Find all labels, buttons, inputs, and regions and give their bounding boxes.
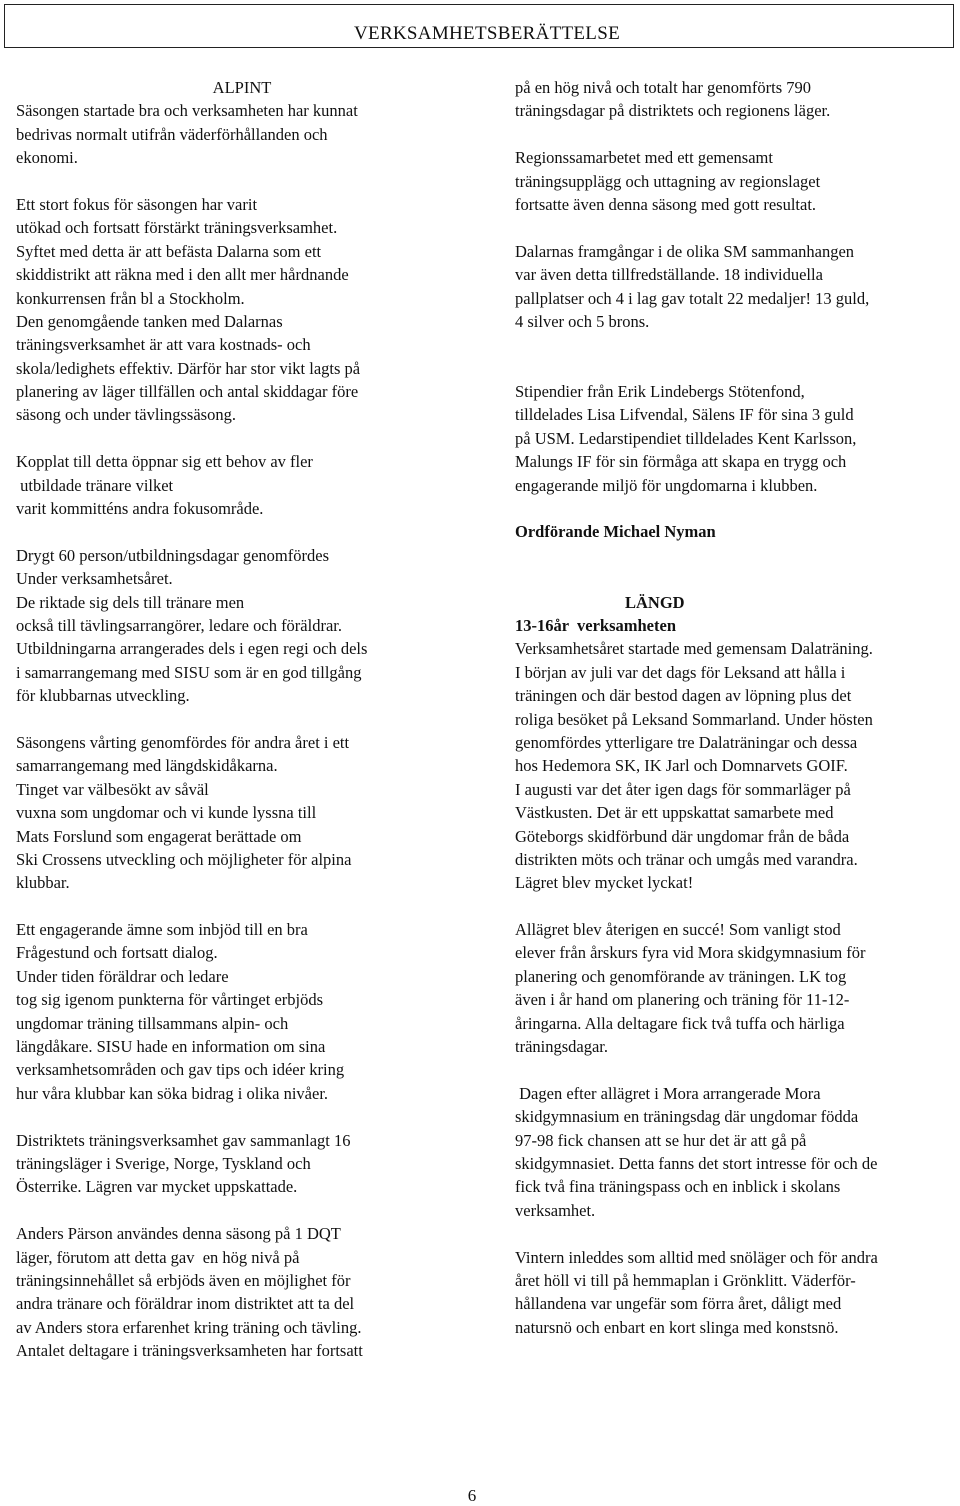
text-line: 4 silver och 5 brons. <box>515 311 650 331</box>
text-line: Lägret blev mycket lyckat! <box>515 873 694 893</box>
text-line: Allägret blev återigen en succé! Som vanligt stod <box>515 920 841 940</box>
text-line: även i år hand om planering och träning för 11-12- <box>515 990 850 1010</box>
text-line: Kopplat till detta öppnar sig ett behov av fler <box>16 452 313 472</box>
text-line: utökad och fortsatt förstärkt träningsverksamhet. <box>16 218 338 238</box>
text-line: Anders Pärson användes denna säsong på 1 DQT <box>16 1224 341 1244</box>
text-line: för klubbarnas utveckling. <box>16 686 190 706</box>
text-line: Drygt 60 person/utbildningsdagar genomfördes <box>16 545 329 565</box>
text-line: Dagen efter allägret i Mora arrangerade Mora <box>515 1083 821 1103</box>
text-line: I augusti var det åter igen dags för sommarläger på <box>515 779 851 799</box>
paragraph <box>16 544 468 708</box>
text-line: åringarna. Alla deltagare fick två tuffa och härliga <box>515 1013 845 1033</box>
text-line: bedrivas normalt utifrån väderförhållanden och <box>16 124 328 144</box>
paragraph <box>16 918 468 1105</box>
text-line: träningsinnehållet så erbjöds även en möjlighet för <box>16 1270 351 1290</box>
text-line: Säsongen startade bra och verksamheten har kunnat <box>16 101 358 121</box>
text-line: Västkusten. Det är ett uppskattat samarbete med <box>515 803 834 823</box>
paragraph <box>16 1222 468 1362</box>
text-line: pallplatser och 4 i lag gav totalt 22 medaljer! 13 guld, <box>515 288 870 308</box>
paragraph <box>16 99 468 169</box>
text-line: var även detta tillfredställande. 18 individuella <box>515 265 823 285</box>
text-line: träningsdagar. <box>515 1037 609 1057</box>
text-line: av Anders stora erfarenhet kring träning och tävling. <box>16 1317 362 1337</box>
text-line: genomfördes ytterligare tre Dalaträningar och dessa <box>515 732 858 752</box>
paragraph <box>16 193 468 427</box>
text-line: andra tränare och föräldrar inom distriktet att ta del <box>16 1294 355 1314</box>
paragraph <box>16 450 468 520</box>
page-number: 6 <box>467 1486 477 1505</box>
text-line: Utbildningarna arrangerades dels i egen regi och dels <box>16 639 368 659</box>
text-line: skidgymnasium en träningsdag där ungdomar födda <box>515 1107 859 1127</box>
text-line: tog sig igenom punkterna för vårtinget erbjöds <box>16 990 324 1010</box>
text-line: verksamhetsområden och gav tips och idéer kring <box>16 1060 345 1080</box>
paragraph <box>16 731 468 895</box>
text-line: ungdomar träning tillsammans alpin- och <box>16 1013 289 1033</box>
text-line: på en hög nivå och totalt har genomförts 790 <box>515 78 812 97</box>
text-line: Frågestund och fortsatt dialog. <box>16 943 218 963</box>
text-line: Säsongens vårting genomfördes för andra året i ett <box>16 732 350 752</box>
text-line: träningsläger i Sverige, Norge, Tyskland och <box>16 1153 311 1173</box>
text-line: tilldelades Lisa Lifvendal, Sälens IF för sina 3 guld <box>515 405 854 425</box>
section-heading-langd: LÄNGD <box>625 592 685 612</box>
text-line: hållandena var ungefär som förra året, dåligt med <box>515 1294 842 1314</box>
text-line: Malungs IF för sin förmåga att skapa en trygg och <box>515 452 847 472</box>
text-line: Ski Crossens utveckling och möjligheter för alpina <box>16 849 352 869</box>
text-line: Mats Forslund som engagerat berättade om <box>16 826 302 846</box>
text-line: Regionssamarbetet med ett gemensamt <box>515 148 773 168</box>
text-line: distrikten möts och tränar och umgås med varandra. <box>515 849 858 869</box>
text-line: verksamhet. <box>515 1200 596 1220</box>
text-line: träningsupplägg och uttagning av regionslaget <box>515 171 821 191</box>
text-line: Distriktets träningsverksamhet gav sammanlagt 16 <box>16 1130 351 1150</box>
paragraph <box>515 146 957 216</box>
paragraph <box>515 380 957 497</box>
text-line: De riktade sig dels till tränare men <box>16 592 245 612</box>
text-line: Antalet deltagare i träningsverksamheten har fortsatt <box>16 1341 363 1361</box>
text-line: konkurrensen från bl a Stockholm. <box>16 288 245 308</box>
text-line: hos Hedemora SK, IK Jarl och Domnarvets GOIF. <box>515 756 848 776</box>
text-line: träningsverksamhet är att vara kostnads- och <box>16 335 311 355</box>
text-line: fick två fina träningspass och en inblick i skolans <box>515 1177 841 1197</box>
text-line: fortsatte även denna säsong med gott resultat. <box>515 194 817 214</box>
text-line: utbildade tränare vilket <box>16 475 174 495</box>
text-line: Verksamhetsåret startade med gemensam Dalaträning. <box>515 639 873 659</box>
text-line: samarrangemang med längdskidåkarna. <box>16 756 278 776</box>
text-line: läger, förutom att detta gav en hög nivå på <box>16 1247 300 1267</box>
paragraph <box>515 637 957 894</box>
text-line: vuxna som ungdomar och vi kunde lyssna till <box>16 803 317 823</box>
section-subheading: 13-16år verksamheten <box>515 615 677 635</box>
text-line: planering av läger tillfällen och antal skiddagar före <box>16 382 359 402</box>
text-line: i samarrangemang med SISU som är en god tillgång <box>16 662 362 682</box>
text-line: Dalarnas framgångar i de olika SM sammanhangen <box>515 241 855 261</box>
text-line: varit kommitténs andra fokusområde. <box>16 499 264 519</box>
paragraph <box>16 1129 468 1199</box>
text-line: natursnö och enbart en kort slinga med konstsnö. <box>515 1317 839 1337</box>
left-column <box>16 76 468 1362</box>
page-header-title: VERKSAMHETSBERÄTTELSE <box>354 23 620 44</box>
text-line: ekonomi. <box>16 148 78 168</box>
paragraph <box>515 240 957 334</box>
text-line: träningen och där bestod dagen av löpning plus det <box>515 686 852 706</box>
text-line: Vintern inleddes som alltid med snöläger och för andra <box>515 1247 878 1267</box>
text-line: träningsdagar på distriktets och regionens läger. <box>515 101 831 121</box>
text-line: klubbar. <box>16 873 70 893</box>
text-line: skiddistrikt att räkna med i den allt mer hårdnande <box>16 265 349 285</box>
text-line: Stipendier från Erik Lindebergs Stötenfond, <box>515 382 805 402</box>
text-line: Under verksamhetsåret. <box>16 569 173 589</box>
paragraph <box>515 76 957 123</box>
chairman-signature: Ordförande Michael Nyman <box>515 522 716 542</box>
text-line: säsong och under tävlingssäsong. <box>16 405 236 425</box>
text-line: roliga besöket på Leksand Sommarland. Under hösten <box>515 709 873 729</box>
right-column <box>515 76 957 1339</box>
text-line: Syftet med detta är att befästa Dalarna som ett <box>16 241 322 261</box>
text-line: engagerande miljö för ungdomarna i klubben. <box>515 475 818 495</box>
text-line: också till tävlingsarrangörer, ledare och föräldrar. <box>16 615 342 635</box>
text-line: hur våra klubbar kan söka bidrag i olika nivåer. <box>16 1083 329 1103</box>
text-line: Göteborgs skidförbund där ungdomar från de båda <box>515 826 850 846</box>
paragraph <box>515 1246 957 1340</box>
text-line: Ett stort fokus för säsongen har varit <box>16 194 258 214</box>
text-line: skidgymnasiet. Detta fanns det stort intresse för och de <box>515 1153 878 1173</box>
text-line: på USM. Ledarstipendiet tilldelades Kent Karlsson, <box>515 428 857 448</box>
text-line: Under tiden föräldrar och ledare <box>16 966 229 986</box>
text-line: skola/ledighets effektiv. Därför har stor vikt lagts på <box>16 358 361 378</box>
paragraph <box>515 1082 957 1222</box>
text-line: planering och genomförande av träningen. LK tog <box>515 966 847 986</box>
text-line: Ett engagerande ämne som inbjöd till en bra <box>16 920 308 940</box>
text-line: året höll vi till på hemmaplan i Grönklitt. Väderför- <box>515 1270 856 1290</box>
text-line: I början av juli var det dags för Leksand att hålla i <box>515 662 846 682</box>
text-line: Den genomgående tanken med Dalarnas <box>16 311 283 331</box>
text-line: Tinget var välbesökt av såväl <box>16 779 209 799</box>
text-line: 97-98 fick chansen att se hur det är att gå på <box>515 1130 807 1150</box>
text-line: längdåkare. SISU hade en information om sina <box>16 1037 326 1057</box>
section-heading-alpint: ALPINT <box>212 78 272 97</box>
text-line: Österrike. Lägren var mycket uppskattade. <box>16 1177 298 1197</box>
text-line: elever från årskurs fyra vid Mora skidgymnasium för <box>515 943 866 963</box>
paragraph <box>515 918 957 1058</box>
